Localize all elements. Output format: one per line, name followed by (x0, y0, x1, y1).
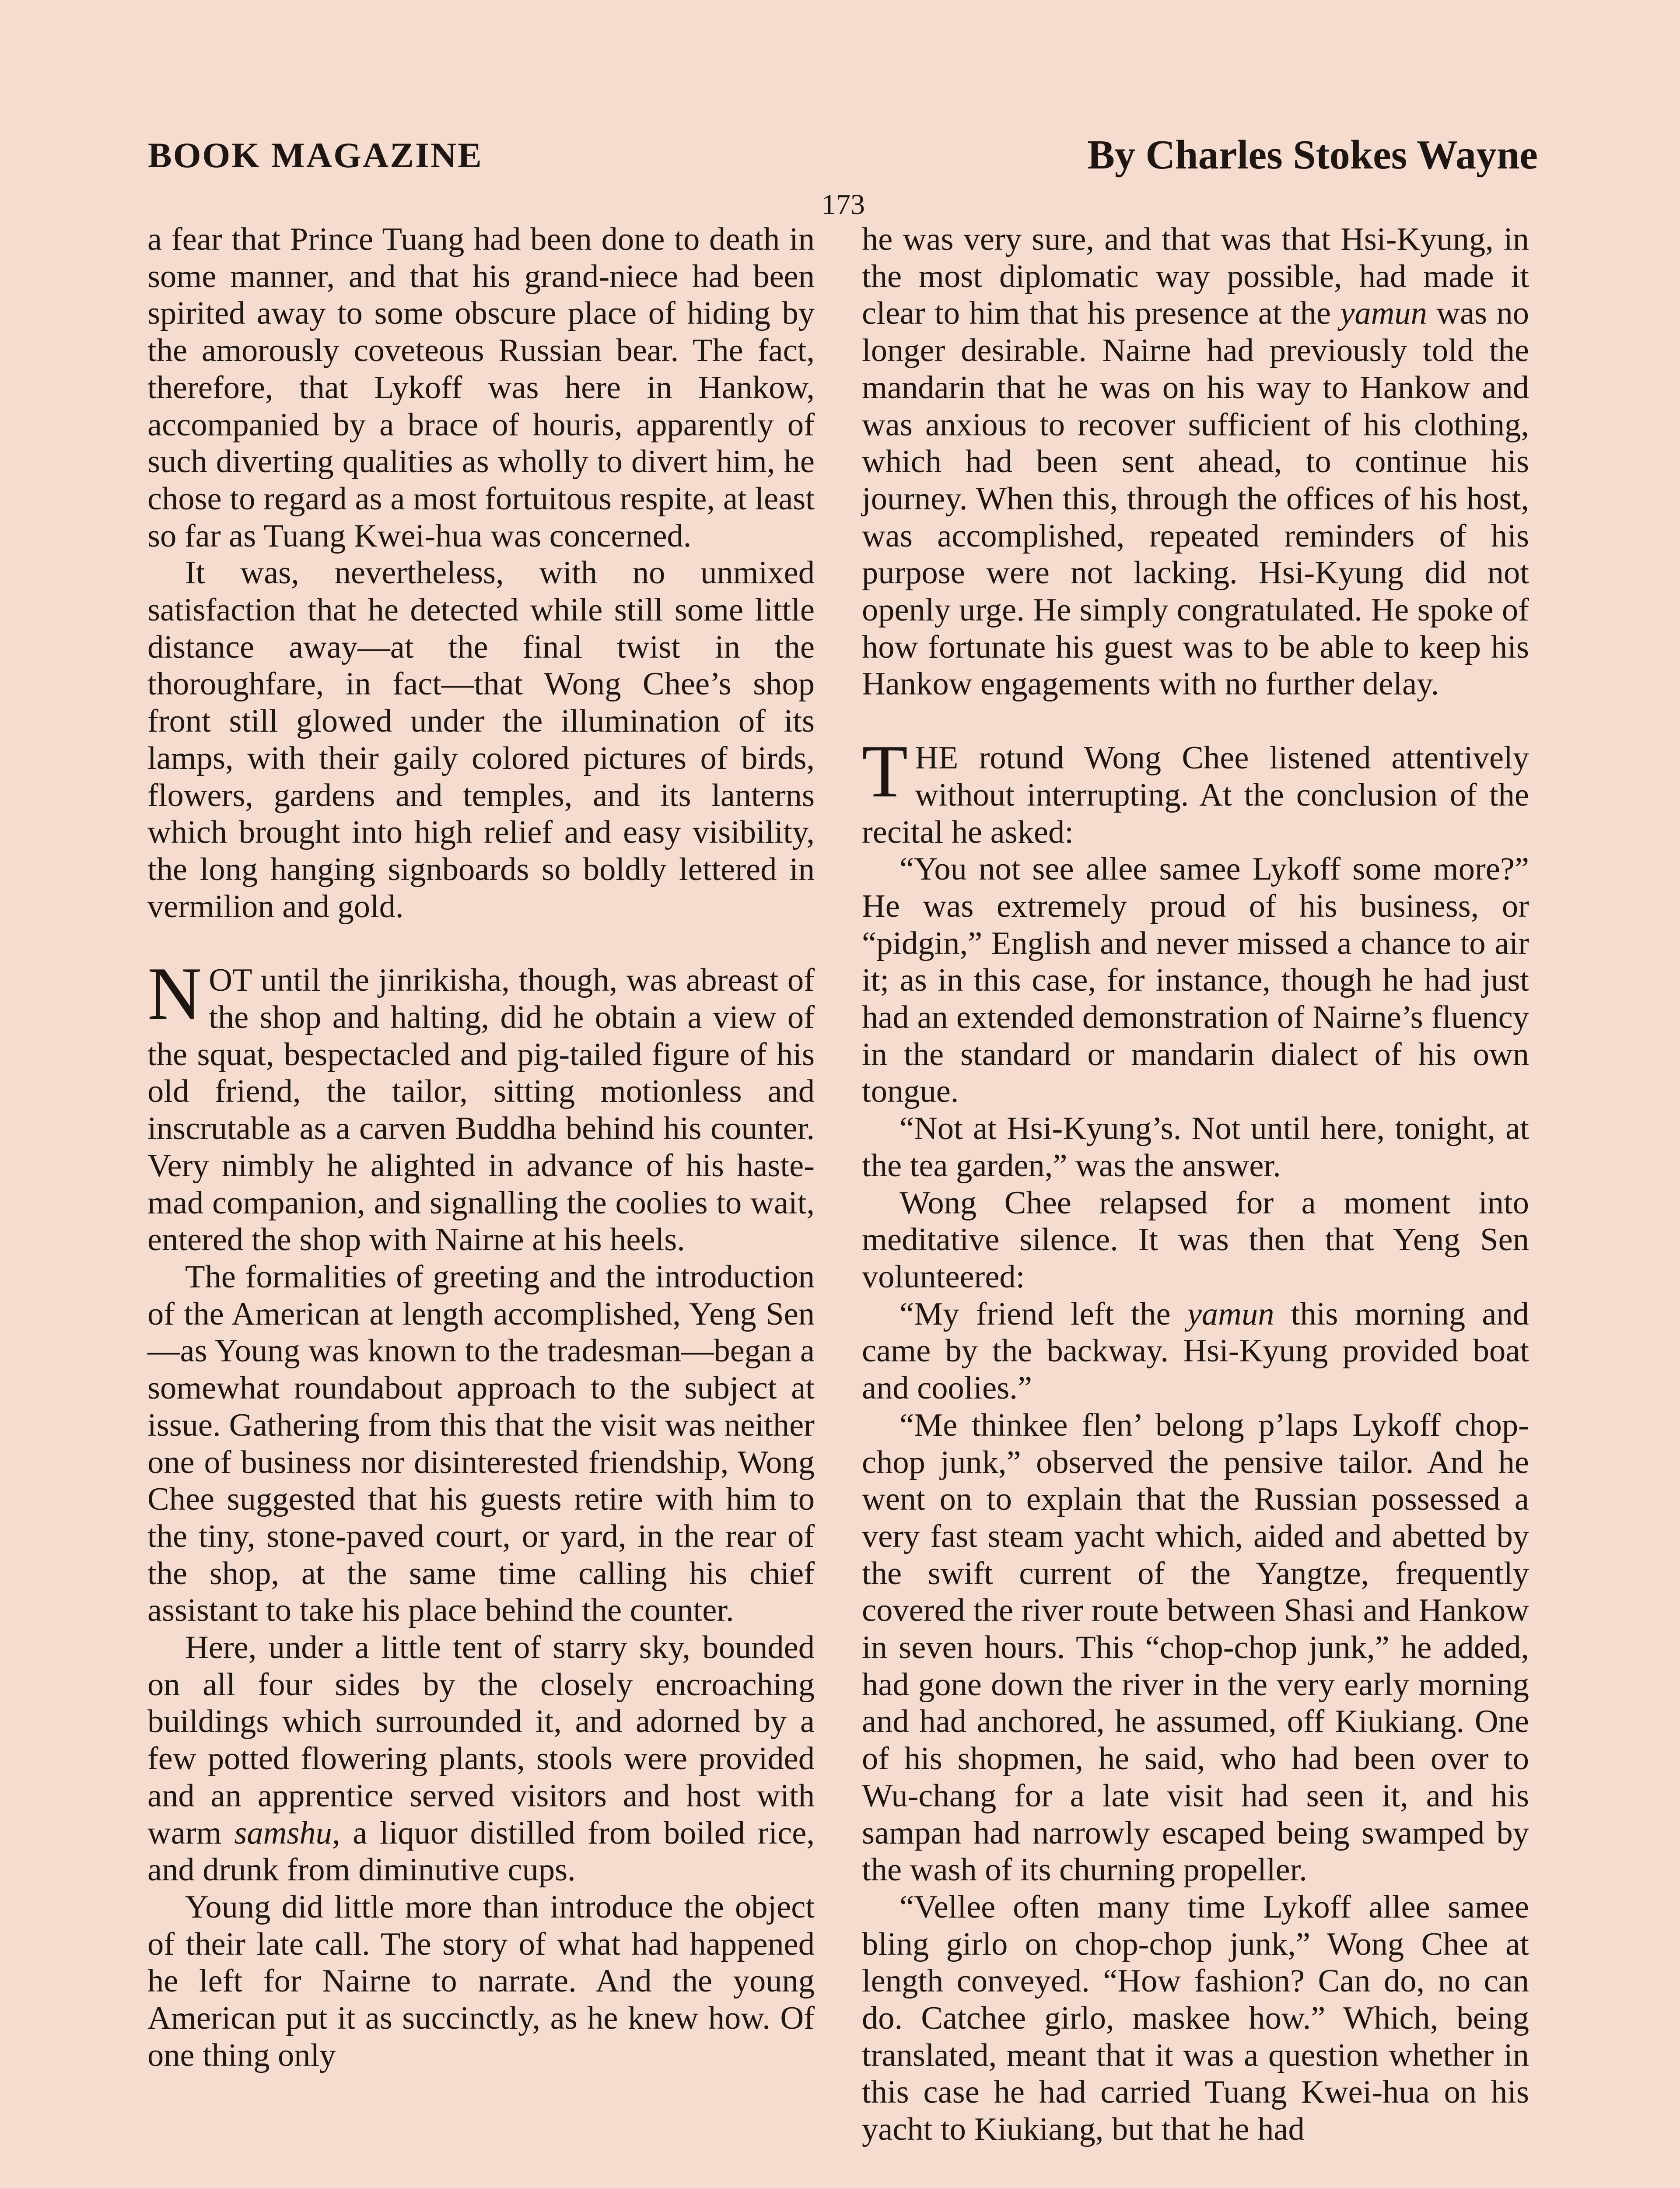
paragraph-text: Here, under a little tent of starry sky, bounded on all four sides by the closely encroaching buildings which surrounded it, and adorned by a few potted flowering plants, stools were provided and an apprentice served visitors and host with warm (147, 1630, 815, 1851)
paragraph: Wong Chee relapsed for a moment into meditative silence. It was then that Yeng Sen volunteered: (862, 1185, 1529, 1295)
paragraph: “Vellee often many time Lykoff allee samee bling girlo on chop-chop junk,” Wong Chee at length conveyed. “How fashion? Can do, no can do. Catchee girlo, maskee how.” Which, being translated, meant that it was a question whether in this case he had carried Tuang Kwei-hua on his yacht to Kiukiang, but that he had (862, 1889, 1529, 2148)
italic-term: samshu, (234, 1815, 340, 1851)
italic-term: yamun (1187, 1296, 1274, 1332)
paragraph (862, 221, 1529, 703)
italic-term: yamun (1340, 295, 1427, 332)
drop-cap-paragraph (147, 952, 815, 1259)
paragraph-text: a liquor distilled from boiled rice, and drunk from diminutive cups. (147, 1815, 815, 1888)
paragraph: “You not see allee samee Lykoff some more?” He was extremely proud of his business, or “pidgin,” English and never missed a chance to air it; as in this case, for instance, though he had just had an extended demonstration of Nairne’s fluency in the standard or mandarin dialect of his own tongue. (862, 851, 1529, 1110)
paragraph-text: “My friend left the (900, 1296, 1187, 1332)
paragraph: “Me thinkee flen’ belong p’laps Lykoff chop-chop junk,” observed the pensive tailor. And he went on to explain that the Russian possessed a very fast steam yacht which, aided and abetted by the swift current of the Yangtze, frequently covered the river route between Shasi and Hankow in seven hours. This “chop-chop junk,” he added, had gone down the river in the very early morning and had anchored, he assumed, off Kiukiang. One of his shopmen, he said, who had been over to Wu-chang for a late visit had seen it, and his sampan had narrowly escaped being swamped by the wash of its churning propeller. (862, 1407, 1529, 1888)
drop-cap: T (862, 730, 908, 813)
paragraph-text: he was very sure, and that was that Hsi-Kyung, in the most diplomatic way possible, had made it clear to him that his presence at the (862, 221, 1529, 332)
paragraph (147, 1629, 815, 1889)
running-header-title: BOOK MAGAZINE (148, 135, 483, 175)
paragraph: a fear that Prince Tuang had been done to death in some manner, and that his grand-niece had been spirited away to some obscure place of hiding by the amorously coveteous Russian bear. The fact, therefore, that Lykoff was here in Hankow, accompanied by a brace of houris, apparently of such diverting qualities as wholly to divert him, he chose to regard as a most fortuitous respite, at least so far as Tuang Kwei-hua was concerned. (147, 221, 815, 554)
paragraph: “Not at Hsi-Kyung’s. Not until here, tonight, at the tea garden,” was the answer. (862, 1111, 1529, 1184)
page-number: 173 (822, 189, 865, 221)
left-column (147, 221, 815, 2074)
paragraph: Young did little more than introduce the object of their late call. The story of what had happened he left for Nairne to narrate. And the young American put it as succinctly, as he knew how. Of one thing only (147, 1889, 815, 2073)
paragraph (862, 1296, 1529, 1407)
drop-cap: N (147, 952, 202, 1036)
paragraph: The formalities of greeting and the introduction of the American at length accomplished, Yeng Sen—as Young was known to the tradesman—began a somewhat roundabout approach to the subject at issue. Gathering from this that the visit was neither one of business nor disinterested friendship, Wong Chee suggested that his guests retire with him to the tiny, stone-paved court, or yard, in the rear of the shop, at the same time calling his chief assistant to take his place behind the counter. (147, 1259, 815, 1629)
paragraph-text: HE rotund Wong Chee listened attentively without interrupting. At the conclusion of the recital he asked: (862, 740, 1529, 850)
drop-cap-paragraph (862, 730, 1529, 851)
paragraph: It was, nevertheless, with no unmixed satisfaction that he detected while still some little distance away—at the final twist in the thoroughfare, in fact—that Wong Chee’s shop front still glowed under the illumination of its lamps, with their gaily colored pictures of birds, flowers, gardens and temples, and its lanterns which brought into high relief and easy visibility, the long hanging signboards so boldly lettered in vermilion and gold. (147, 555, 815, 925)
paragraph-text: OT until the jinrikisha, though, was abreast of the shop and halting, did he obtain a view of the squat, bespectacled and pig-tailed figure of his old friend, the tailor, sitting motionless and inscrutable as a carven Buddha behind his counter. Very nimbly he alighted in advance of his haste-mad companion, and signalling the coolies to wait, entered the shop with Nairne at his heels. (147, 962, 815, 1258)
paragraph-text: this morning and came by the backway. Hsi-Kyung provided boat and coolies.” (862, 1296, 1529, 1406)
paragraph-text: was no longer desirable. Nairne had previously told the mandarin that he was on his way to Hankow and was anxious to recover sufficient of his clothing, which had been sent ahead, to continue his journey. When this, through the offices of his host, was accomplished, repeated reminders of his purpose were not lacking. Hsi-Kyung did not openly urge. He simply congratulated. He spoke of how fortunate his guest was to be able to keep his Hankow engagements with no further delay. (862, 295, 1529, 702)
right-column (862, 221, 1529, 2148)
running-header-author: By Charles Stokes Wayne (1087, 132, 1538, 178)
